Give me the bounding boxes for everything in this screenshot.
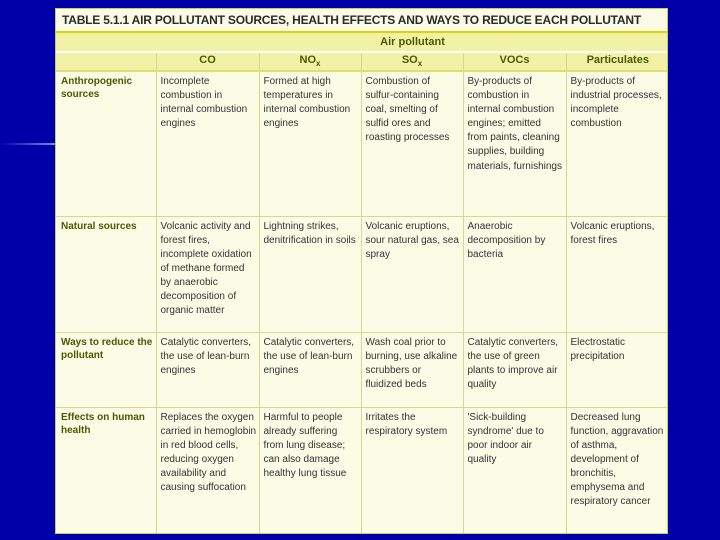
table-cell: Combustion of sulfur-containing coal, smelting of sulfid ores and roasting processes <box>361 71 463 216</box>
table-cell: Catalytic converters, the use of lean-burn engines <box>156 332 259 407</box>
table-cell: Replaces the oxygen carried in hemoglobin in red blood cells, reducing oxygen availability and causing suffocation <box>156 407 259 534</box>
table-cell: Wash coal prior to burning, use alkaline scrubbers or fluidized beds <box>361 332 463 407</box>
row-header: Natural sources <box>56 216 156 332</box>
table-cell: Catalytic converters, the use of green plants to improve air quality <box>463 332 566 407</box>
pollutant-table-card <box>55 8 668 534</box>
table-cell: By-products of industrial processes, incomplete combustion <box>566 71 668 216</box>
table-cell: Lightning strikes, denitrification in soils <box>259 216 361 332</box>
group-header: Air pollutant <box>156 33 668 52</box>
table-row <box>56 71 668 216</box>
table-cell: Anaerobic decomposition by bacteria <box>463 216 566 332</box>
corner-empty-cell <box>56 33 156 52</box>
table-row <box>56 407 668 534</box>
table-cell: Electrostatic precipitation <box>566 332 668 407</box>
table-cell: 'Sick-building syndrome' due to poor indoor air quality <box>463 407 566 534</box>
column-header-sox: $SO_x$ <box>361 52 463 71</box>
corner-empty-cell-2 <box>56 52 156 71</box>
pollutant-table <box>56 33 668 534</box>
table-cell: Incomplete combustion in internal combustion engines <box>156 71 259 216</box>
row-header: Effects on human health <box>61 411 145 436</box>
slide-accent-line <box>0 143 60 145</box>
table-row <box>56 332 668 407</box>
column-header-nox: $NO_x$ <box>259 52 361 71</box>
row-header: Anthropogenic sources <box>56 71 156 216</box>
table-row <box>56 216 668 332</box>
table-cell: By-products of combustion in internal combustion engines; emitted from paints, cleaning supplies, building materials, furnishings <box>463 71 566 216</box>
table-cell: Decreased lung function, aggravation of asthma, development of bronchitis, emphysema and respiratory cancer <box>566 407 668 534</box>
row-header: Ways to reduce the pollutant <box>56 332 156 407</box>
table-cell: Harmful to people already suffering from lung disease; can also damage healthy lung tissue <box>259 407 361 534</box>
column-header-co: CO <box>156 52 259 71</box>
table-cell: Volcanic activity and forest fires, incomplete oxidation of methane formed by anaerobic decomposition of organic matter <box>156 216 259 332</box>
column-header-vocs: VOCs <box>463 52 566 71</box>
table-cell: Volcanic eruptions, forest fires <box>566 216 668 332</box>
table-cell: Formed at high temperatures in internal combustion engines <box>259 71 361 216</box>
table-cell: Irritates the respiratory system <box>361 407 463 534</box>
table-title: TABLE 5.1.1 AIR POLLUTANT SOURCES, HEALTH EFFECTS AND WAYS TO REDUCE EACH POLLUTANT <box>56 9 667 33</box>
table-cell: Volcanic eruptions, sour natural gas, sea spray <box>361 216 463 332</box>
table-cell: Catalytic converters, the use of lean-burn engines <box>259 332 361 407</box>
column-header-particulates: Particulates <box>566 52 668 71</box>
